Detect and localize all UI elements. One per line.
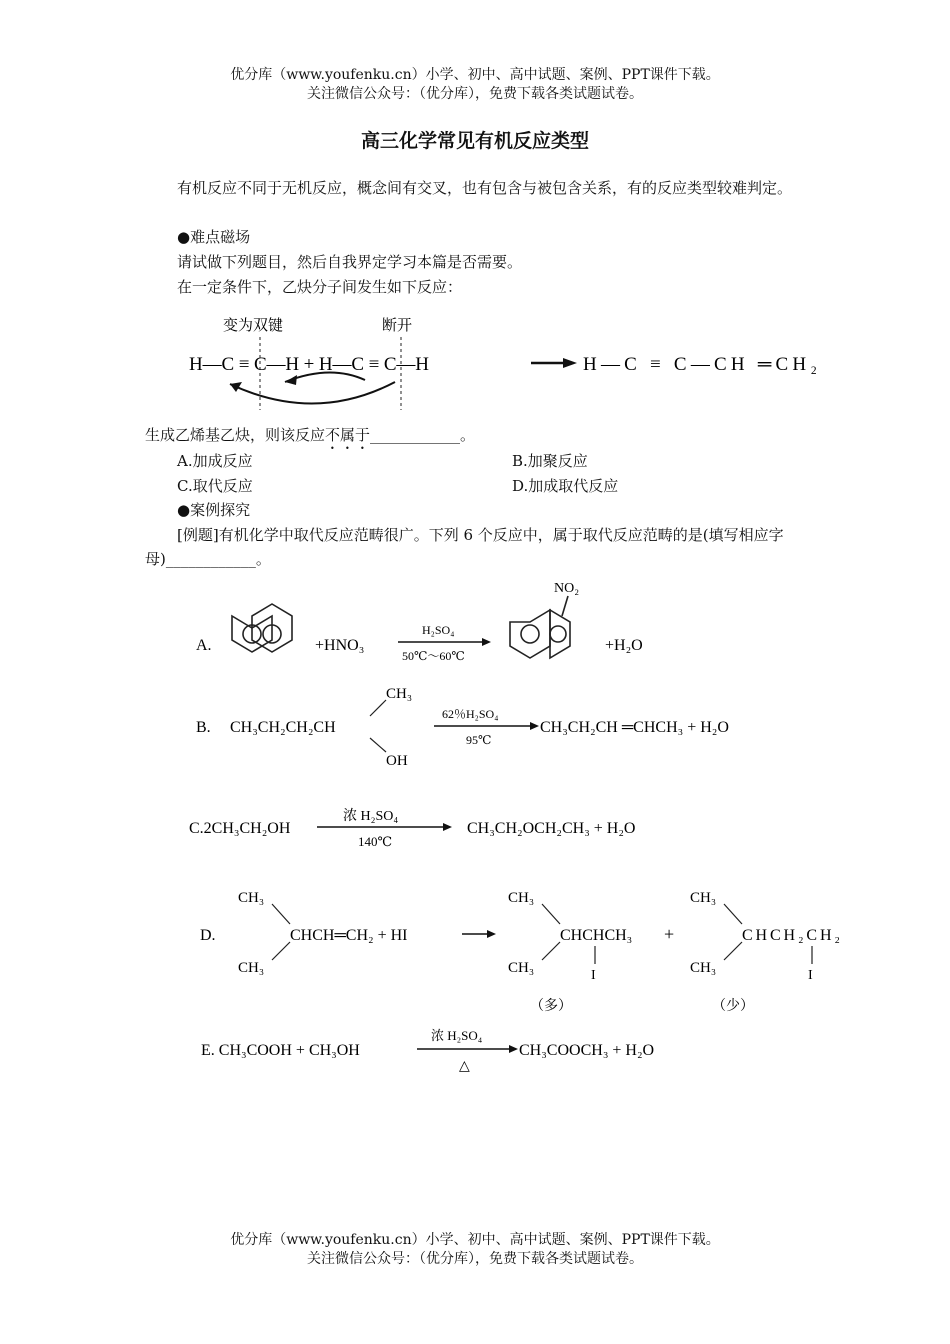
header-line-2: 关注微信公众号：（优分库），免费下载各类试题试卷。 <box>307 86 643 102</box>
product1-iodine: I <box>591 968 596 983</box>
reaction-e-condition-top: 浓 H₂SO₄ <box>431 1028 483 1043</box>
reaction-b-hydroxyl: OH <box>386 753 408 769</box>
reaction-d-methyl-bottom: CH₃ <box>238 960 265 976</box>
product1-methyl-top: CH₃ <box>508 890 535 906</box>
reaction-b-label: B. <box>196 719 211 736</box>
reaction-c-product: CH₃CH₂OCH₂CH₃ + H₂O <box>467 820 636 837</box>
reaction-e-reactant: E. CH₃COOH + CH₃OH <box>201 1042 360 1059</box>
footer-line-2: 关注微信公众号：（优分库），免费下载各类试题试卷。 <box>307 1251 643 1267</box>
nitronaphthalene-product <box>510 596 570 658</box>
product1-methyl-bottom: CH₃ <box>508 960 535 976</box>
header-line-1: 优分库（www.youfenku.cn）小学、初中、高中试题、案例、PPT课件下载。 <box>230 67 720 83</box>
reaction-d-reactant: CHCH═CH₂ + HI <box>290 927 408 944</box>
instruction-paragraph: 请试做下列题目，然后自我界定学习本篇是否需要。 <box>177 253 523 271</box>
acetylene-reaction-diagram <box>185 312 825 417</box>
reaction-a-product: +H₂O <box>605 637 643 654</box>
products-plus: + <box>664 924 675 944</box>
reaction-intro-paragraph: 在一定条件下，乙炔分子间发生如下反应： <box>177 278 463 296</box>
reaction-b-product: CH₃CH₂CH ═CHCH₃ + H₂O <box>540 719 729 736</box>
product2-iodine: I <box>808 968 813 983</box>
formula-product: H—C ≡ C—CH ═CH₂ <box>583 354 817 375</box>
intro-paragraph: 有机反应不同于无机反应，概念间有交叉，也有包含与被包含关系，有的反应类型较难判定。 <box>177 179 793 197</box>
reaction-e-condition-bottom: △ <box>459 1059 470 1074</box>
reaction-a <box>190 572 670 682</box>
footer-line-1: 优分库（www.youfenku.cn）小学、初中、高中试题、案例、PPT课件下载。 <box>230 1232 720 1248</box>
question-text: 生成乙烯基乙炔，则该反应不属于____________。 <box>145 426 476 444</box>
option-d: D.加成取代反应 <box>512 477 619 495</box>
product1-formula: CHCHCH₃ <box>560 927 633 944</box>
product2-methyl-top: CH₃ <box>690 890 717 906</box>
page-title: 高三化学常见有机反应类型 <box>360 130 589 152</box>
option-b: B.加聚反应 <box>512 452 588 470</box>
reaction-d <box>190 880 850 1020</box>
reaction-c-condition-top: 浓 H₂SO₄ <box>343 809 399 824</box>
section-heading-case-study: ●案例探究 <box>177 501 251 519</box>
label-becomes-double-bond: 变为双键 <box>223 318 284 334</box>
reaction-b <box>190 680 810 775</box>
reaction-b-condition-bottom: 95℃ <box>466 733 492 747</box>
reaction-b-reactant: CH₃CH₂CH₂CH <box>230 719 336 736</box>
product2-formula: CHCH₂CH₂ <box>742 927 840 944</box>
reaction-e-product: CH₃COOCH₃ + H₂O <box>519 1042 655 1059</box>
reaction-a-condition-top: H₂SO₄ <box>422 623 455 637</box>
reaction-c <box>185 798 685 858</box>
reaction-b-methyl: CH₃ <box>386 686 413 702</box>
nitro-group-label: NO₂ <box>554 581 580 596</box>
reaction-e <box>195 1020 715 1080</box>
naphthalene-reactant <box>232 604 292 652</box>
product1-note-major: （多） <box>530 999 572 1014</box>
emphasized-not-belong: 不属于 <box>325 426 371 444</box>
section-heading-difficulty: ●难点磁场 <box>177 228 251 246</box>
option-a: A.加成反应 <box>177 452 253 470</box>
reaction-c-reactant: C.2CH₃CH₂OH <box>189 820 291 837</box>
product2-note-minor: （少） <box>712 999 754 1014</box>
product2-methyl-bottom: CH₃ <box>690 960 717 976</box>
reaction-b-condition-top: 62％H₂SO₄ <box>442 707 499 721</box>
example-question: [例题]有机化学中取代反应范畴很广。下列 6 个反应中，属于取代反应范畴的是(填写相应字母)____________。 <box>145 526 784 568</box>
reaction-a-reagent: +HNO₃ <box>315 637 365 654</box>
reaction-a-condition-bottom: 50℃～60℃ <box>402 649 465 663</box>
formula-reactants: H—C ≡ C—H + H—C ≡ C—H <box>189 354 429 375</box>
reaction-d-label: D. <box>200 927 216 944</box>
label-break: 断开 <box>382 318 413 334</box>
reaction-c-condition-bottom: 140℃ <box>358 834 393 849</box>
reaction-d-methyl-top: CH₃ <box>238 890 265 906</box>
reaction-a-label: A. <box>196 637 212 654</box>
option-c: C.取代反应 <box>177 477 253 495</box>
